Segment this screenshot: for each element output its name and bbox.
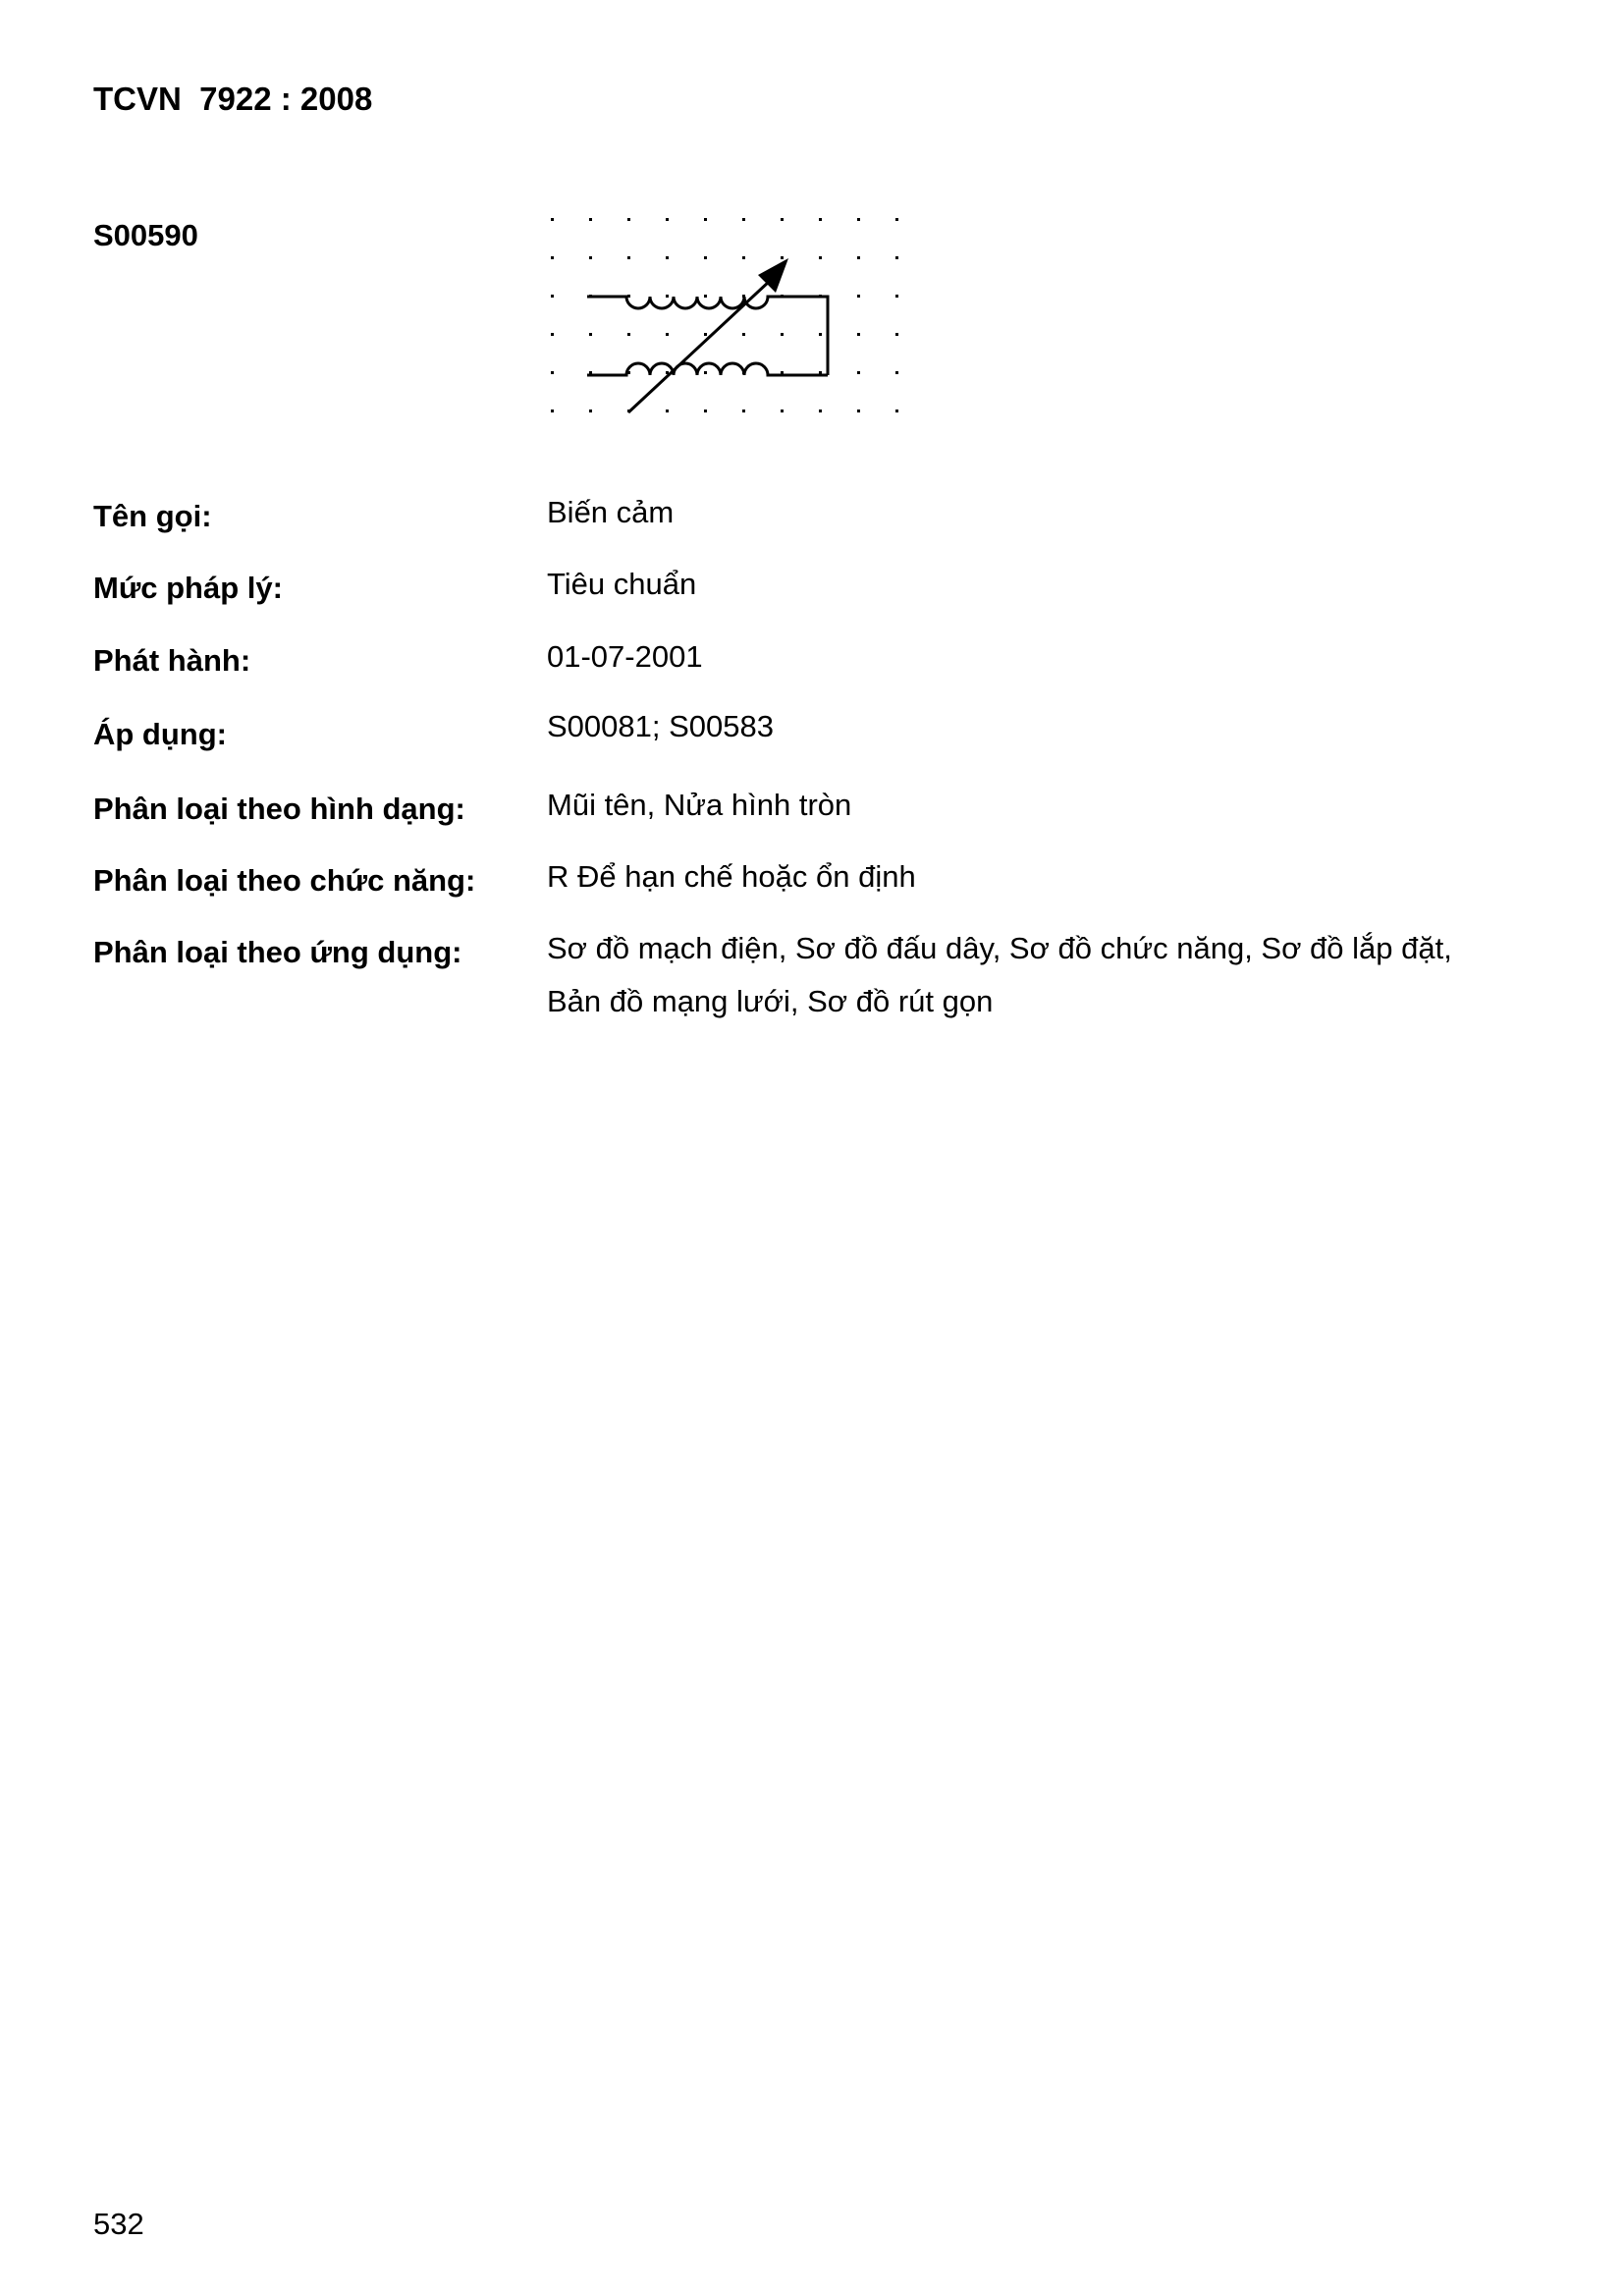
field-label: Phân loại theo ứng dụng: — [93, 935, 462, 969]
field-value: S00081; S00583 — [547, 709, 774, 743]
field-value: 01-07-2001 — [547, 639, 703, 674]
field-value: Mũi tên, Nửa hình tròn — [547, 788, 852, 822]
field-value: R Để hạn chế hoặc ổn định — [547, 859, 916, 894]
field-label: Áp dụng: — [93, 717, 228, 751]
grid-dots — [551, 218, 898, 412]
field-value: Biến cảm — [547, 495, 675, 529]
field-label: Phát hành: — [93, 643, 251, 678]
field-label: Phân loại theo chức năng: — [93, 863, 476, 898]
field-label: Tên gọi: — [93, 499, 212, 533]
field-label: Mức pháp lý: — [93, 571, 283, 605]
page-header: TCVN 7922 : 2008 — [93, 81, 373, 117]
field-value: Tiêu chuẩn — [547, 567, 697, 601]
variable-inductor-symbol-icon — [538, 206, 911, 462]
symbol-code: S00590 — [93, 218, 198, 252]
field-label: Phân loại theo hình dạng: — [93, 792, 465, 826]
page-number: 532 — [93, 2207, 144, 2241]
inductor-drawing — [587, 281, 828, 412]
field-value: Sơ đồ mạch điện, Sơ đồ đấu dây, Sơ đồ chức năng, Sơ đồ lắp đặt, Bản đồ mạng lưới, Sơ đồ rút gọn — [547, 931, 1452, 1018]
